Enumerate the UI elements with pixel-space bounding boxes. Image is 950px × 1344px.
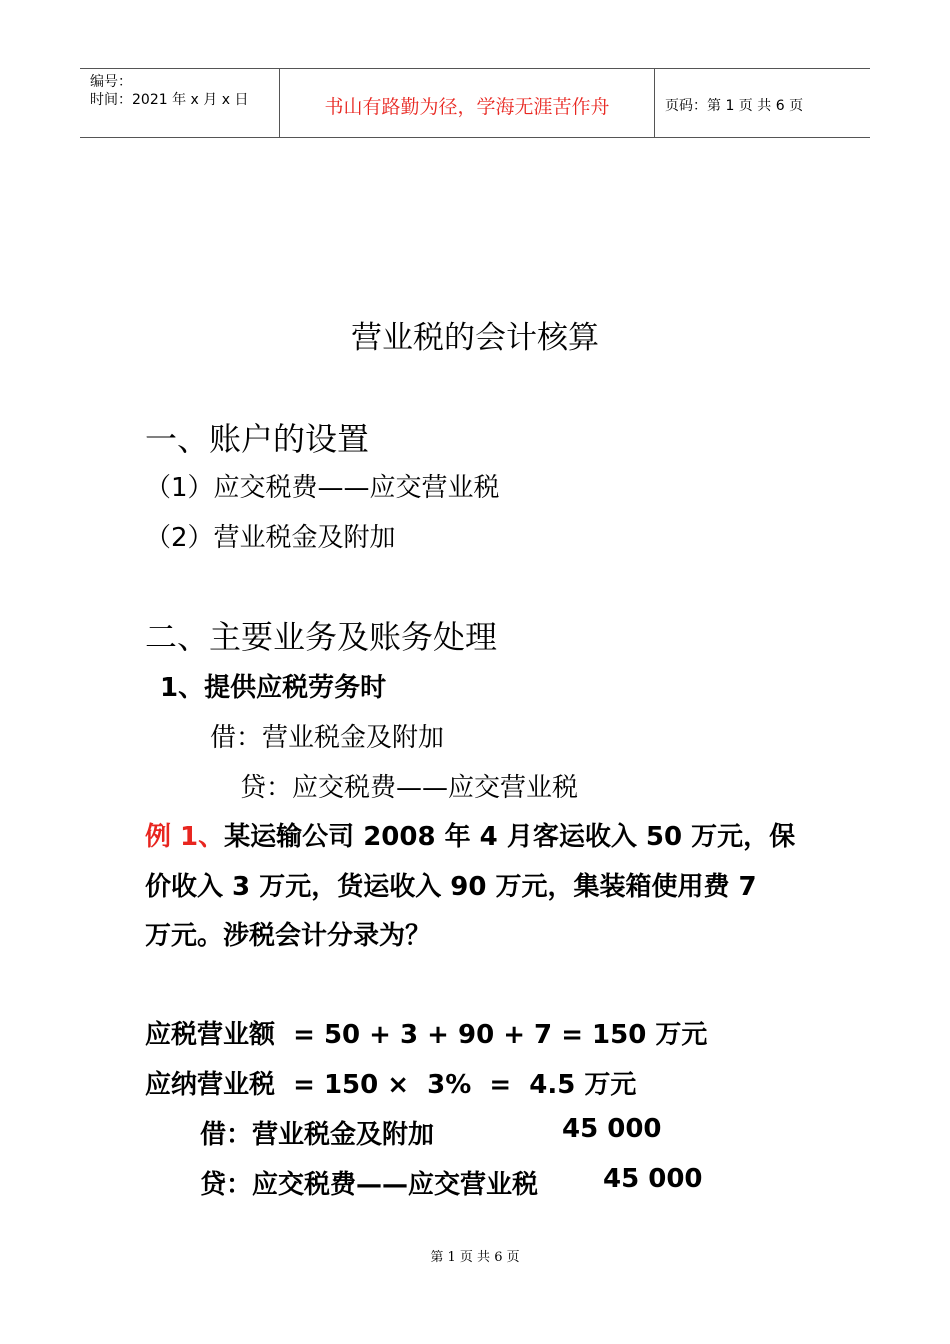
number-label: 编号： xyxy=(90,74,132,90)
debit-line: 借：营业税金及附加 xyxy=(210,723,445,753)
page-info: 页码：第 1 页 共 6 页 xyxy=(665,98,804,114)
document-header xyxy=(80,68,870,138)
example-line-3: 万元。涉税会计分录为？ xyxy=(145,921,432,951)
motto: 书山有路勤为径，学海无涯苦作舟 xyxy=(324,95,610,118)
section1-heading: 一、账户的设置 xyxy=(145,420,370,458)
page-footer: 第 1 页 共 6 页 xyxy=(430,1250,520,1265)
entry-debit: 借：营业税金及附加 xyxy=(200,1120,435,1150)
example-line-1 xyxy=(145,816,795,853)
header-left-cell xyxy=(80,69,280,137)
example-line-2: 价收入 3 万元，货运收入 90 万元，集装箱使用费 7 xyxy=(145,872,757,902)
entry-debit-amount: 45 000 xyxy=(562,1114,662,1144)
entry-credit-amount: 45 000 xyxy=(603,1164,703,1194)
header-motto-cell xyxy=(280,69,655,137)
calc-line-1: 应税营业额 = 50 + 3 + 90 + 7 = 150 万元 xyxy=(145,1020,708,1050)
example-text-1: 某运输公司 2008 年 4 月客运收入 50 万元，保 xyxy=(224,822,796,852)
entry-credit: 贷：应交税费——应交营业税 xyxy=(200,1170,539,1200)
example-label: 例 1、 xyxy=(145,822,225,852)
section1-item-1: （1）应交税费——应交营业税 xyxy=(145,473,500,503)
section1-item-2: （2）营业税金及附加 xyxy=(145,523,396,553)
credit-line: 贷：应交税费——应交营业税 xyxy=(240,773,579,803)
section2-sub1: 1、提供应税劳务时 xyxy=(160,673,387,703)
section2-heading: 二、主要业务及账务处理 xyxy=(145,618,498,656)
calc-line-2: 应纳营业税 = 150 × 3% = 4.5 万元 xyxy=(145,1070,637,1100)
header-page-cell xyxy=(655,69,870,137)
date-label: 时间：2021 年 x 月 x 日 xyxy=(90,92,249,108)
page-title: 营业税的会计核算 xyxy=(351,320,599,356)
